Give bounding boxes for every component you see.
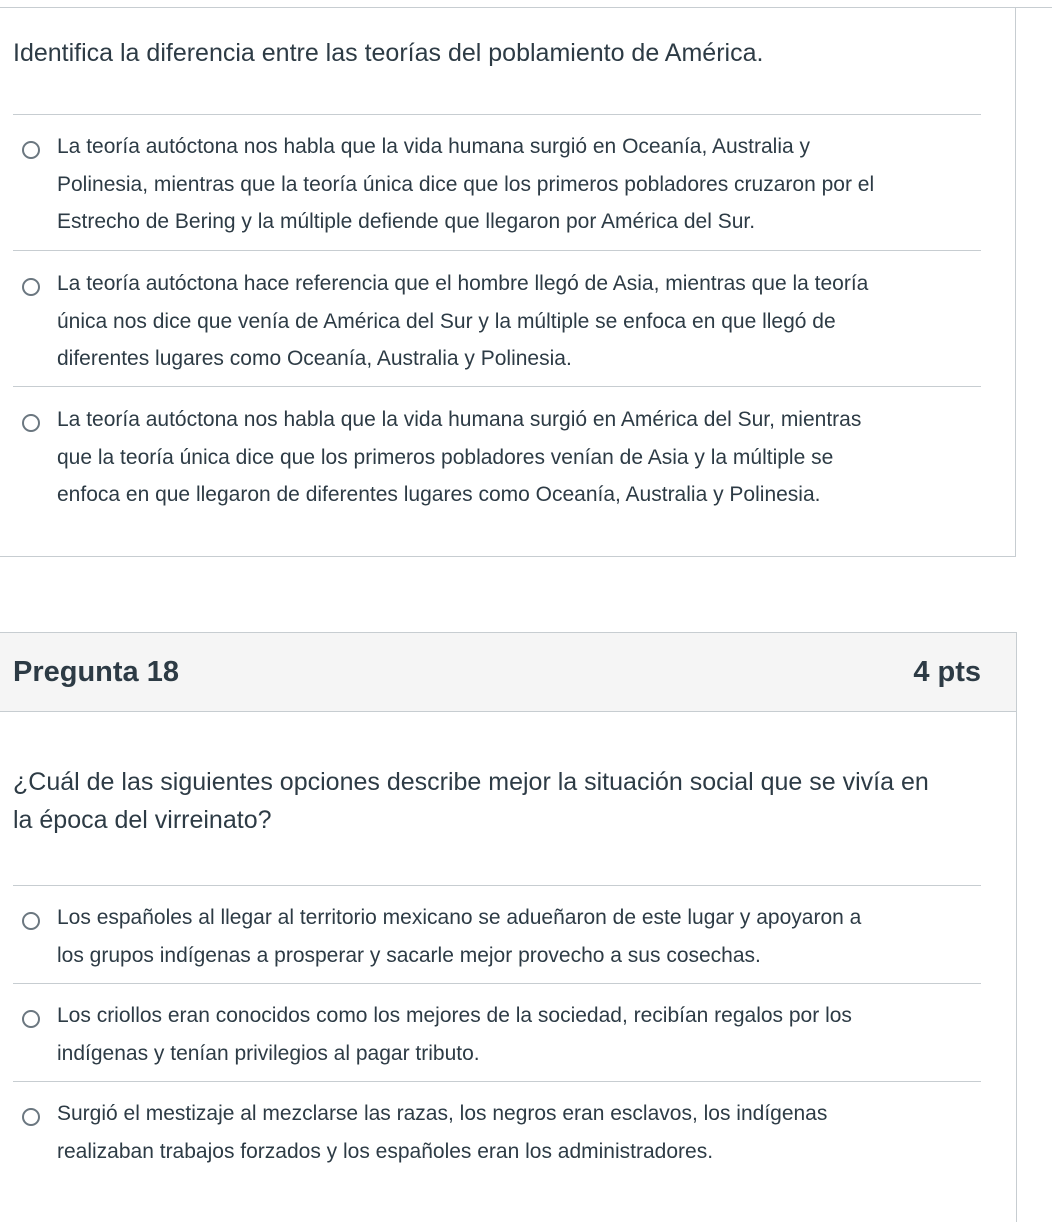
answer-text: Los españoles al llegar al territorio mexicano se adueñaron de este lugar y apoyaron a los grupos indígenas a prosperar y sacarle mejor provecho a sus cosechas. (57, 906, 862, 967)
question-title: Pregunta 18 (13, 656, 179, 688)
answer-divider (13, 250, 981, 251)
answer-text: Los criollos eran conocidos como los mejores de la sociedad, recibían regalos por los indígenas y tenían privilegios al pagar tributo. (57, 1004, 852, 1065)
question-18-header (0, 633, 1016, 712)
answer-divider (13, 983, 981, 984)
answer-text: La teoría autóctona hace referencia que el hombre llegó de Asia, mientras que la teoría única nos dice que venía de América del Sur y la múltiple se enfoca en que llegó de diferentes lugares como Oceanía, Australia y Polinesia. (57, 272, 869, 370)
answer-divider (13, 1081, 981, 1082)
answer-divider (13, 386, 981, 387)
top-divider (1016, 7, 1052, 8)
answer-option-q17-a[interactable] (13, 128, 981, 243)
question-18-text: ¿Cuál de las siguientes opciones describe mejor la situación social que se vivía en la época del virreinato? (13, 768, 929, 834)
answer-option-q18-b[interactable] (13, 997, 981, 1075)
question-17-text: Identifica la diferencia entre las teorías del poblamiento de América. (13, 39, 764, 67)
radio-button-icon[interactable] (22, 912, 40, 930)
answer-text: La teoría autóctona nos habla que la vida humana surgió en Oceanía, Australia y Polinesia, mientras que la teoría única dice que los primeros pobladores cruzaron por el Estrecho de Bering y la múltiple defiende que llegaron por América del Sur. (57, 135, 875, 233)
answer-option-q18-c[interactable] (13, 1095, 981, 1173)
answer-divider (13, 114, 981, 115)
question-points: 4 pts (913, 656, 981, 688)
radio-button-icon[interactable] (22, 141, 40, 159)
answer-option-q17-b[interactable] (13, 265, 981, 380)
answer-option-q17-c[interactable] (13, 401, 981, 516)
radio-button-icon[interactable] (22, 1108, 40, 1126)
radio-button-icon[interactable] (22, 1010, 40, 1028)
answer-text: Surgió el mestizaje al mezclarse las razas, los negros eran esclavos, los indígenas realizaban trabajos forzados y los españoles eran los administradores. (57, 1102, 828, 1163)
answer-text: La teoría autóctona nos habla que la vida humana surgió en América del Sur, mientras que la teoría única dice que los primeros pobladores venían de Asia y la múltiple se enfoca en que llegaron de diferentes lugares como Oceanía, Australia y Polinesia. (57, 408, 862, 506)
radio-button-icon[interactable] (22, 414, 40, 432)
answer-divider (13, 885, 981, 886)
radio-button-icon[interactable] (22, 278, 40, 296)
answer-option-q18-a[interactable] (13, 899, 981, 977)
